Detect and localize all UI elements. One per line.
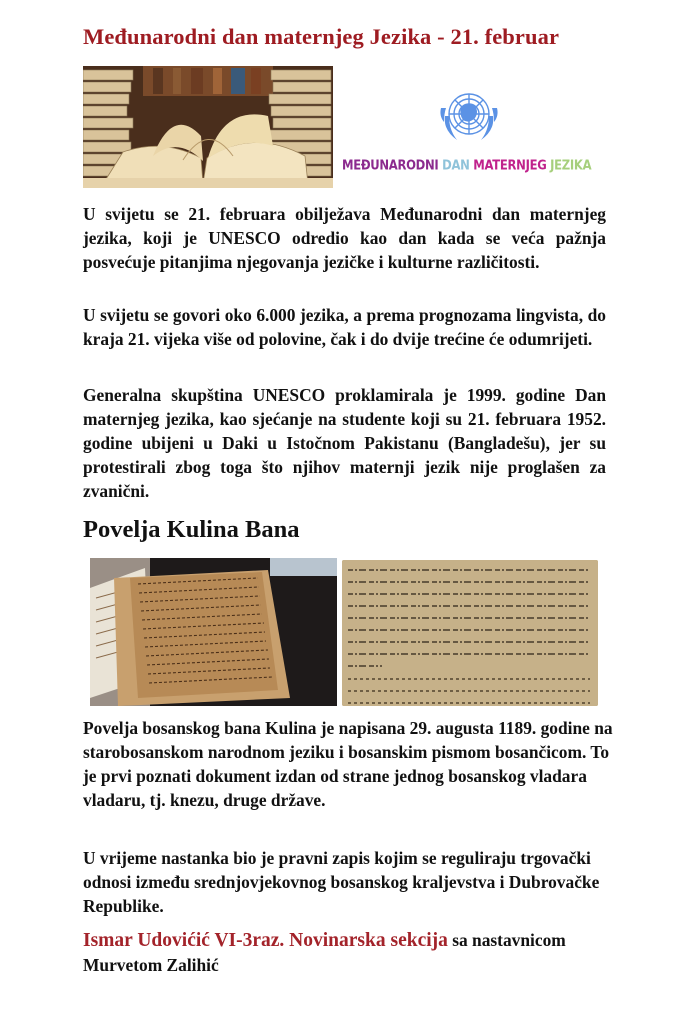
section-heading-charter: Povelja Kulina Bana <box>83 516 300 543</box>
logo-word-1: MEĐUNARODNI <box>342 156 439 174</box>
charter-photo <box>90 558 337 706</box>
logo-word-4: JEZIKA <box>550 156 592 174</box>
books-illustration <box>83 66 333 188</box>
paragraph-intro: U svijetu se 21. februara obilježava Međunarodni dan maternjeg jezika, koji je UNESCO odredio kao dan kada se veća pažnja posvećuje pitanjima njegovanja jezičke i kulturne različitosti. <box>83 204 606 272</box>
logo-word-2: DAN <box>442 156 470 174</box>
un-logo-block <box>338 66 604 188</box>
paragraph-charter-description: Povelja bosanskog bana Kulina je napisana 29. augusta 1189. godine na starobosanskom narodnom jeziku i bosanskim pismom bosančicom. To je prvi poznati dokument izdan od strane jednog bosanskog vladara vladaru, tj. knezu, druge države. <box>83 718 613 810</box>
paragraph-charter-purpose: U vrijeme nastanka bio je pravni zapis kojim se reguliraju trgovački odnosi između srednjovjekovnog bosanskog kraljevstva i Dubrovačke Republike. <box>83 848 600 916</box>
logo-caption <box>342 157 591 173</box>
author-mentor: sa nastavnicom Murvetom Zalihić <box>83 930 566 975</box>
author-byline <box>83 928 623 978</box>
books-image <box>83 66 333 188</box>
author-name: Ismar Udovićić VI-3raz. Novinarska sekcija <box>83 930 448 951</box>
paragraph-languages: U svijetu se govori oko 6.000 jezika, a prema prognozama lingvista, do kraja 21. vijeka više od polovine, čak i do dvije trećine će odumrijeti. <box>83 305 606 349</box>
paragraph-history: Generalna skupština UNESCO proklamirala je 1999. godine Dan maternjeg jezika, kao sjećanje na studente koji su 21. februara 1952. godine ubijeni u Daki u Istočnom Pakistanu (Bangladešu), jer su protestirali zbog toga što njihov maternji jezik nije proglašen za zvanični. <box>83 385 606 501</box>
logo-word-3: MATERNJEG <box>473 156 547 174</box>
charter-manuscript <box>342 560 598 706</box>
un-emblem-icon <box>435 86 503 146</box>
page-title: Međunarodni dan maternjeg Jezika - 21. februar <box>83 24 560 49</box>
